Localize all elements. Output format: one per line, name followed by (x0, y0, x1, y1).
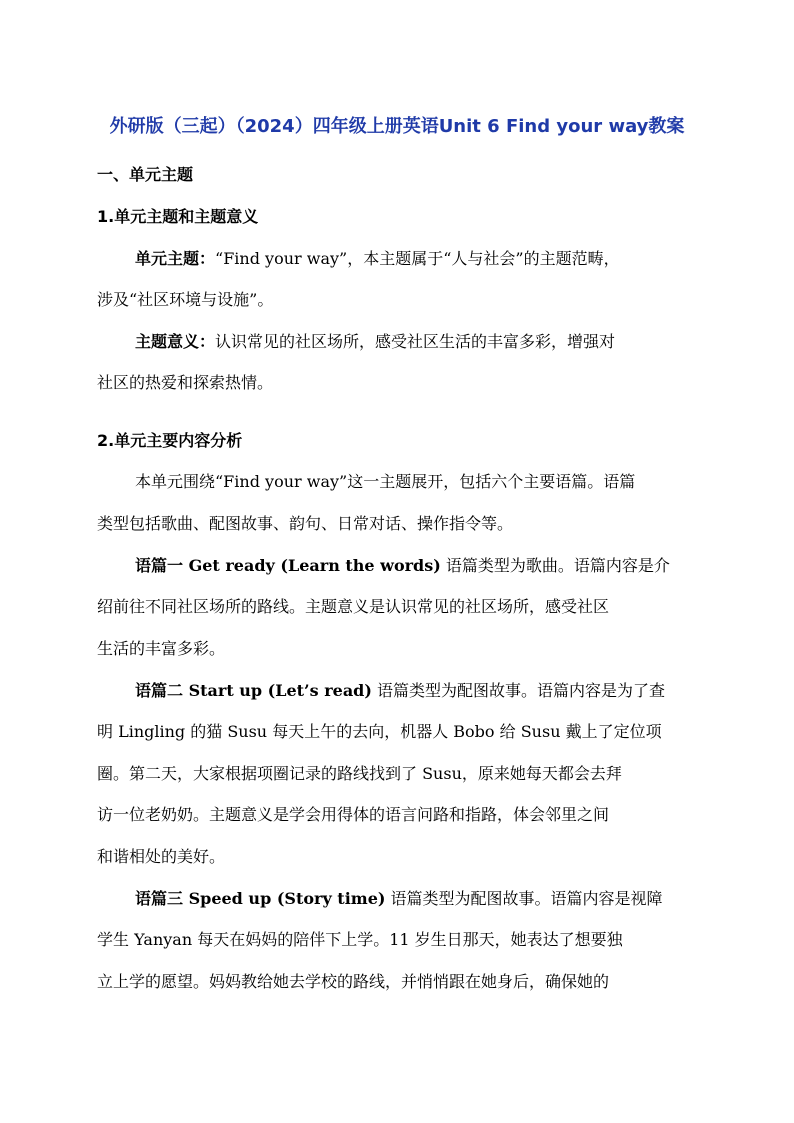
paragraph-theme-meaning-line1 (135, 329, 615, 352)
document-title: 外研版（三起）（2024）四年级上册英语Unit 6 Find your way教案 (109, 116, 685, 137)
subsection-heading-content-analysis: 2.单元主要内容分析 (97, 431, 243, 450)
paragraph-theme-meaning-line2: 社区的热爱和探索热情。 (97, 373, 274, 392)
text1-label: 语篇一 Get ready (Learn the words) (135, 556, 441, 575)
text2-line4: 访一位老奶奶。主题意义是学会用得体的语言问路和指路，体会邻里之间 (97, 805, 610, 824)
subsection-heading-theme-meaning: 1.单元主题和主题意义 (97, 207, 259, 226)
intro-line1: 本单元围绕“Find your way”这一主题展开，包括六个主要语篇。语篇 (135, 472, 636, 491)
intro-line2: 类型包括歌曲、配图故事、韵句、日常对话、操作指令等。 (97, 514, 514, 533)
unit-theme-text: “Find your way”，本主题属于“人与社会”的主题范畴， (215, 249, 620, 268)
text1-line3: 生活的丰富多彩。 (97, 639, 226, 658)
text2-label: 语篇二 Start up (Let’s read) (135, 681, 372, 700)
text1-line2: 绍前往不同社区场所的路线。主题意义是认识常见的社区场所，感受社区 (97, 597, 610, 616)
text2-line1: 语篇二 Start up (Let’s read) 语篇类型为配图故事。语篇内容是为了查 (135, 681, 666, 700)
paragraph-unit-theme-line1 (135, 246, 620, 269)
text2-line2: 明 Lingling 的猫 Susu 每天上午的去向，机器人 Bobo 给 Susu 戴上了定位项 (97, 722, 662, 741)
text3-line1: 语篇三 Speed up (Story time) 语篇类型为配图故事。语篇内容是视障 (135, 889, 663, 908)
theme-meaning-text: 认识常见的社区场所，感受社区生活的丰富多彩，增强对 (215, 332, 616, 351)
text3-label: 语篇三 Speed up (Story time) (135, 889, 386, 908)
section-heading-unit-theme: 一、单元主题 (97, 165, 194, 184)
text2-line3: 圈。第二天，大家根据项圈记录的路线找到了 Susu，原来她每天都会去拜 (97, 764, 622, 783)
unit-theme-label: 单元主题： (135, 249, 216, 268)
text2-line5: 和谐相处的美好。 (97, 847, 226, 866)
text1-line1: 语篇一 Get ready (Learn the words) 语篇类型为歌曲。语篇内容是介 (135, 556, 670, 575)
text3-line3: 立上学的愿望。妈妈教给她去学校的路线，并悄悄跟在她身后，确保她的 (97, 972, 610, 991)
theme-meaning-label: 主题意义： (135, 332, 216, 351)
text3-line2: 学生 Yanyan 每天在妈妈的陪伴下上学。11 岁生日那天，她表达了想要独 (97, 930, 623, 949)
paragraph-unit-theme-line2: 涉及“社区环境与设施”。 (97, 290, 274, 309)
